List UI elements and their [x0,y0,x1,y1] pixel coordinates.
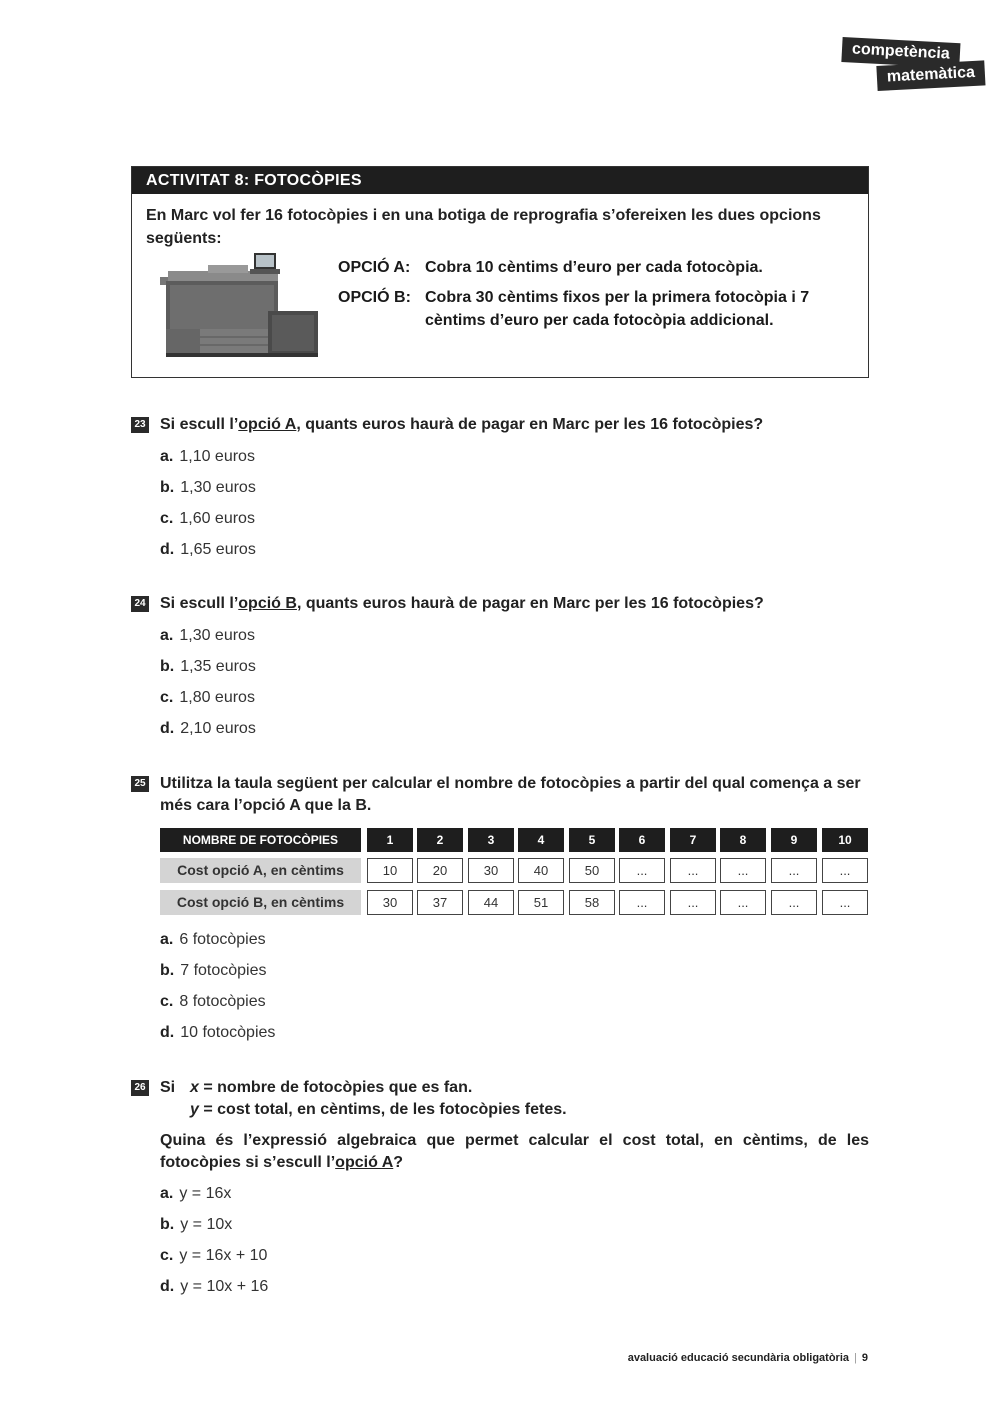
footer-separator: | [854,1352,857,1364]
activity-title: ACTIVITAT 8: FOTOCÒPIES [132,167,868,194]
table-cell[interactable]: 58 [569,890,615,915]
table-column-header: 6 [619,828,665,852]
answer-option-d[interactable]: d. 1,65 euros [160,541,256,558]
answer-option-a[interactable]: a. y = 16x [160,1185,232,1202]
table-column-header: 3 [468,828,514,852]
option-a-label: OPCIÓ A: [338,259,411,276]
question-text: Quina és l’expressió algebraica que permet calcular el cost total, en cèntims, de les fotocòpies si s’escull l’opció A? [160,1132,869,1171]
table-column-header: 4 [518,828,564,852]
answer-option-a[interactable]: a. 1,10 euros [160,448,255,465]
answer-option-c[interactable]: c. y = 16x + 10 [160,1247,268,1264]
question-number: 25 [131,776,149,792]
table-column-header: 9 [771,828,817,852]
activity-box [131,166,869,378]
table-cell[interactable]: 50 [569,858,615,883]
answer-options [160,446,256,570]
page-number: 9 [861,1352,868,1364]
row-label-option-b: Cost opció B, en cèntims [160,890,361,915]
table-cell[interactable]: 40 [518,858,564,883]
question-si: Si [160,1079,176,1096]
table-cell[interactable]: ... [771,858,817,883]
table-column-header: 1 [367,828,413,852]
question-number: 26 [131,1080,149,1096]
table-cell[interactable]: ... [720,890,766,915]
table-cell[interactable]: 20 [417,858,463,883]
answer-option-a[interactable]: a. 1,30 euros [160,627,255,644]
page-footer [560,1352,868,1364]
answer-option-d[interactable]: d. 2,10 euros [160,720,256,737]
answer-option-b[interactable]: b. 7 fotocòpies [160,962,267,979]
table-cell[interactable]: ... [670,858,716,883]
option-b-text: Cobra 30 cèntims fixos per la primera fotocòpia i 7 cèntims d’euro per cada fotocòpia addicional. [425,289,810,329]
table-cell[interactable]: ... [720,858,766,883]
answer-option-b[interactable]: b. 1,35 euros [160,658,256,675]
answer-option-c[interactable]: c. 1,80 euros [160,689,255,706]
answer-option-c[interactable]: c. 8 fotocòpies [160,993,266,1010]
answer-option-b[interactable]: b. 1,30 euros [160,479,256,496]
table-header-label: NOMBRE DE FOTOCÒPIES [160,828,361,852]
table-cell[interactable]: 30 [367,890,413,915]
answer-options [160,1183,268,1307]
matematica-tag: matemàtica [876,60,985,91]
table-cell[interactable]: ... [619,858,665,883]
table-cell[interactable]: 51 [518,890,564,915]
answer-options [160,625,256,749]
table-column-header: 2 [417,828,463,852]
answer-option-b[interactable]: b. y = 10x [160,1216,233,1233]
question-number: 23 [131,417,149,433]
table-cell[interactable]: ... [822,858,868,883]
table-cell[interactable]: 10 [367,858,413,883]
option-a-text: Cobra 10 cèntims d’euro per cada fotocòpia. [425,259,763,276]
answer-option-a[interactable]: a. 6 fotocòpies [160,931,266,948]
answer-option-c[interactable]: c. 1,60 euros [160,510,255,527]
question-text: Si escull l’opció B, quants euros haurà de pagar en Marc per les 16 fotocòpies? [160,595,764,612]
table-column-header: 5 [569,828,615,852]
table-cell[interactable]: ... [619,890,665,915]
answer-option-d[interactable]: d. y = 10x + 16 [160,1278,269,1295]
activity-intro: En Marc vol fer 16 fotocòpies i en una botiga de reprografia s’ofereixen les dues opcions següents: [146,207,821,247]
question-number: 24 [131,596,149,612]
footer-text: avaluació educació secundària obligatòria [627,1352,850,1364]
table-column-header: 10 [822,828,868,852]
table-cell[interactable]: ... [822,890,868,915]
table-cell[interactable]: 37 [417,890,463,915]
answer-options [160,929,275,1053]
table-cell[interactable]: 44 [468,890,514,915]
question-text: Utilitza la taula següent per calcular el nombre de fotocòpies a partir del qual comença a ser més cara l’opció A que la B. [160,775,861,814]
row-label-option-a: Cost opció A, en cèntims [160,858,361,883]
table-column-header: 7 [670,828,716,852]
table-cell[interactable]: ... [771,890,817,915]
table-cell[interactable]: 30 [468,858,514,883]
table-column-header: 8 [720,828,766,852]
answer-option-d[interactable]: d. 10 fotocòpies [160,1024,276,1041]
table-cell[interactable]: ... [670,890,716,915]
question-text: Si escull l’opció A, quants euros haurà de pagar en Marc per les 16 fotocòpies? [160,416,764,433]
photocopier-image [158,253,320,361]
option-b-label: OPCIÓ B: [338,289,411,306]
competencia-tag: competència [841,37,960,68]
definition-y: y = cost total, en cèntims, de les fotocòpies fetes. [190,1101,567,1118]
definition-x: x = nombre de fotocòpies que es fan. [190,1079,473,1096]
